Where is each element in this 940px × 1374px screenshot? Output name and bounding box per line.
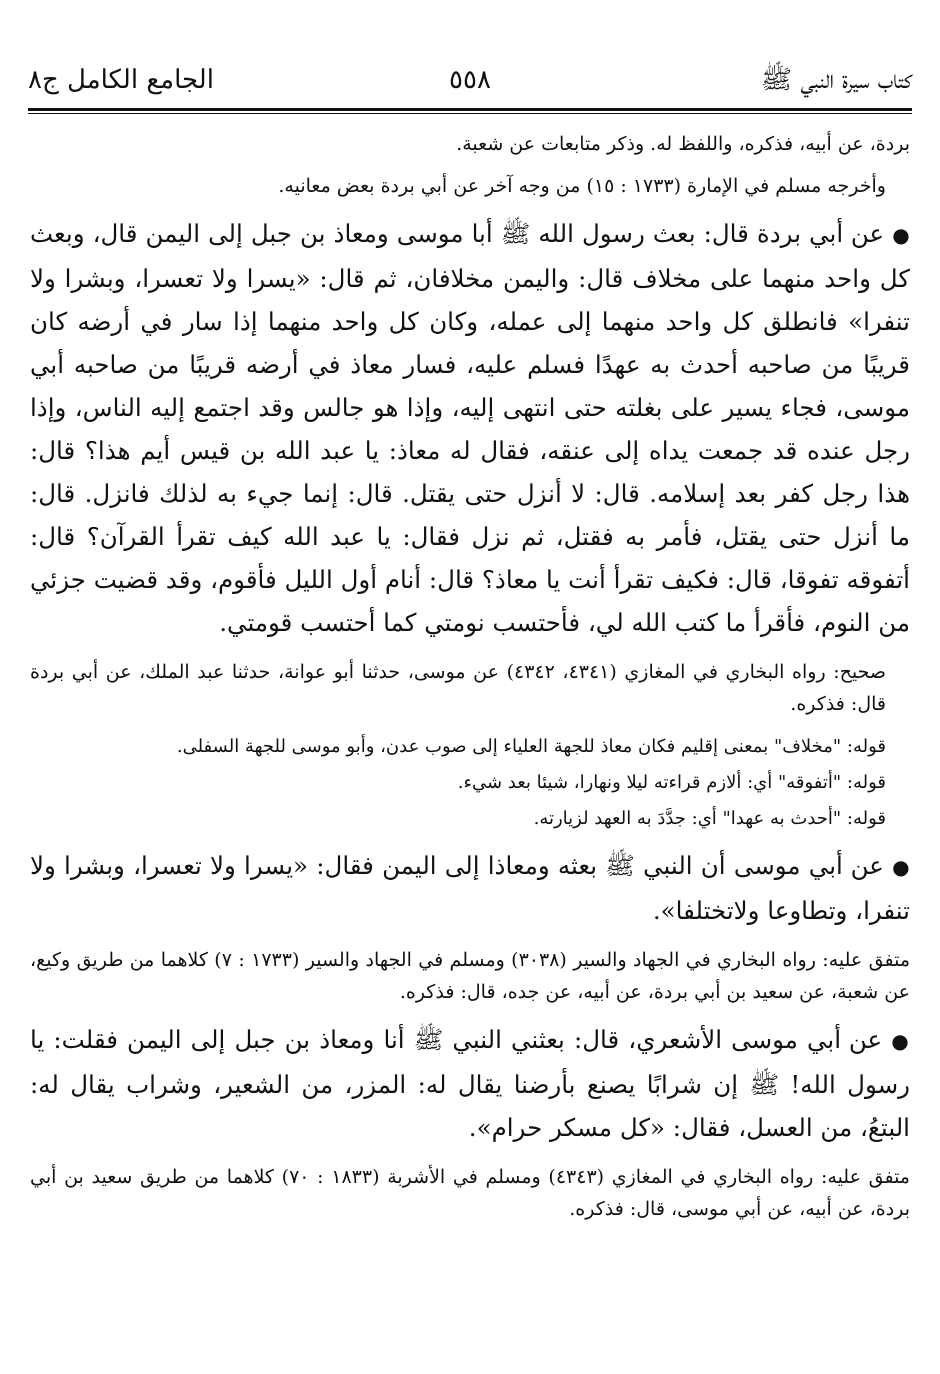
grading-1: صحيح: رواه البخاري في المغازي (٤٣٤١، ٤٣٤٢) عن موسى، حدثنا أبو عوانة، حدثنا عبد الملك، عن أبي بردة قال: فذكره. [30, 661, 887, 715]
running-header [28, 62, 912, 102]
book-title: كتاب سيرة النبي ﷺ [760, 65, 912, 95]
page-body [30, 128, 910, 1235]
hadith-2 [30, 844, 910, 932]
hadith-1 [30, 212, 910, 644]
gloss-2: قوله: "أتفوقه" أي: ألازم قراءته ليلا ونهارا، شيئا بعد شيء. [457, 772, 886, 793]
grading-2: متفق عليه: رواه البخاري في الجهاد والسير (٣٠٣٨) ومسلم في الجهاد والسير (١٧٣٣ : ٧) كلاهما من طريق وكيع، عن شعبة، عن سعيد بن أبي بردة، عن أبيه، عن جده، قال: فذكره. [30, 949, 910, 1003]
hadith-1-text: عن أبي بردة قال: بعث رسول الله ﷺ أبا موسى ومعاذ بن جبل إلى اليمن قال، وبعث كل واحد منهما على مخلاف قال: واليمن مخلافان، ثم قال: «يسرا ولا تعسرا، وبشرا ولا تنفرا» فانطلق كل واحد منهما إلى عمله، وكان كل واحد منهما إذا سار في أرضه كان قريبًا من صاحبه أحدث به عهدًا فسلم عليه، فسار معاذ في أرضه قريبًا من صاحبه أبي موسى، فجاء يسير على بغلته حتى انتهى إليه، وإذا هو جالس وقد اجتمع إليه الناس، وإذا رجل عنده قد جمعت يداه إلى عنقه، فقال له معاذ: يا عبد الله بن قيس أيم هذا؟ قال: هذا رجل كفر بعد إسلامه. قال: لا أنزل حتى يقتل. قال: إنما جيء به لذلك فانزل. قال: ما أنزل حتى يقتل، فأمر به فقتل، ثم نزل فقال: يا عبد الله كيف تقرأ القرآن؟ قال: أتفوقه تفوقا، قال: فكيف تقرأ أنت يا معاذ؟ قال: أنام أول الليل فأقوم، وقد قضيت جزئي من النوم، فأقرأ ما كتب الله لي، فأحتسب نومتي كما أحتسب قومتي. [30, 219, 910, 637]
volume-title: الجامع الكامل ج٨ [28, 65, 214, 95]
hadith-2-text: عن أبي موسى أن النبي ﷺ بعثه ومعاذا إلى اليمن فقال: «يسرا ولا تعسرا، وبشرا ولا تنفرا، وتطاوعا ولاتختلفا». [30, 851, 910, 925]
source-note: وأخرجه مسلم في الإمارة (١٧٣٣ : ١٥) من وجه آخر عن أبي بردة بعض معانيه. [278, 175, 886, 197]
bullet-icon: ● [891, 1029, 910, 1053]
continuation-paragraph: بردة، عن أبيه، فذكره، واللفظ له. وذكر متابعات عن شعبة. [456, 133, 910, 155]
gloss-1: قوله: "مخلاف" بمعنى إقليم فكان معاذ للجهة العلياء إلى صوب عدن، وأبو موسى للجهة السفلى. [176, 736, 886, 757]
gloss-3: قوله: "أحدث به عهدا" أي: جدَّدَ به العهد لزيارته. [533, 808, 886, 829]
bullet-icon: ● [892, 855, 911, 879]
grading-3: متفق عليه: رواه البخاري في المغازي (٤٣٤٣) ومسلم في الأشربة (١٨٣٣ : ٧٠) كلاهما من طريق سعيد بن أبي بردة، عن أبيه، عن أبي موسى، قال: فذكره. [30, 1166, 910, 1220]
hadith-3-text: عن أبي موسى الأشعري، قال: بعثني النبي ﷺ أنا ومعاذ بن جبل إلى اليمن فقلت: يا رسول الله! ﷺ إن شرابًا يصنع بأرضنا يقال له: المزر، من الشعير، وشراب يقال له: البتعُ، من العسل، فقال: «كل مسكر حرام». [30, 1025, 910, 1142]
page-number: ٥٥٨ [449, 65, 491, 95]
hadith-3 [30, 1018, 910, 1149]
bullet-icon: ● [892, 223, 910, 247]
header-rule [28, 108, 912, 114]
